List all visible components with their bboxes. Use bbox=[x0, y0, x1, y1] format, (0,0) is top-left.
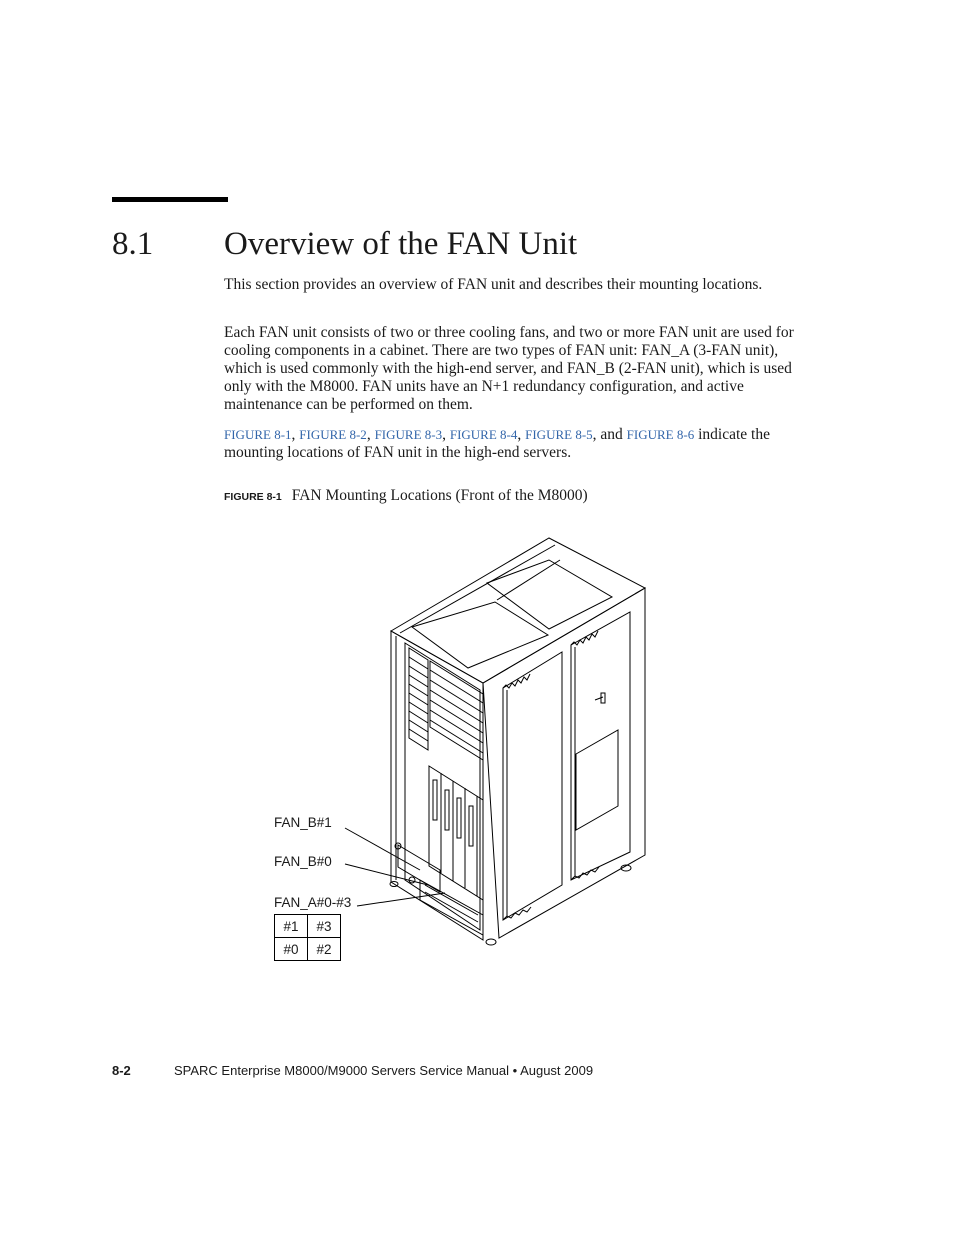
figure-link[interactable]: FIGURE 8-3 bbox=[374, 427, 443, 442]
figure-caption-text: FAN Mounting Locations (Front of the M8000) bbox=[291, 487, 588, 504]
figure-link[interactable]: FIGURE 8-6 bbox=[626, 427, 695, 442]
figure-label: FIGURE 8-1 bbox=[224, 491, 282, 503]
figure-link[interactable]: FIGURE 8-2 bbox=[299, 427, 367, 442]
fan-types-paragraph: Each FAN unit consists of two or three cooling fans, and two or more FAN unit are used for cooling components in a cabinet. There are two types of FAN unit: FAN_A (3-FAN unit), which is used commonly with the high-end server, and FAN_B (2-FAN unit), which is used only with the M8000. FAN units have an N+1 redundancy configuration, and active maintenance can be performed on them. bbox=[224, 324, 794, 413]
fan-a-label: FAN_A#0-#3 bbox=[274, 895, 352, 910]
intro-paragraph: This section provides an overview of FAN unit and describes their mounting locations. bbox=[224, 276, 763, 293]
figure-link[interactable]: FIGURE 8-4 bbox=[449, 427, 518, 442]
slot-cell: #2 bbox=[308, 938, 341, 961]
slot-cell: #0 bbox=[275, 938, 308, 961]
fan-b1-label: FAN_B#1 bbox=[274, 815, 332, 830]
figure-link[interactable]: FIGURE 8-5 bbox=[525, 427, 593, 442]
fan-b0-label: FAN_B#0 bbox=[274, 854, 332, 869]
slot-cell: #1 bbox=[275, 915, 308, 938]
footer-text: SPARC Enterprise M8000/M9000 Servers Service Manual • August 2009 bbox=[174, 1063, 594, 1078]
figure-refs-paragraph: FIGURE 8-1, FIGURE 8-2, FIGURE 8-3, FIGURE 8-4, FIGURE 8-5, and FIGURE 8-6 indicate the mounting locations of FAN unit in the high-end servers. bbox=[224, 426, 770, 461]
figure-link[interactable]: FIGURE 8-1 bbox=[224, 427, 292, 442]
page-number: 8-2 bbox=[112, 1063, 131, 1078]
fan-slot-grid bbox=[274, 914, 341, 961]
slot-cell: #3 bbox=[308, 915, 341, 938]
section-number: 8.1 bbox=[112, 226, 154, 262]
section-title: Overview of the FAN Unit bbox=[224, 226, 578, 262]
